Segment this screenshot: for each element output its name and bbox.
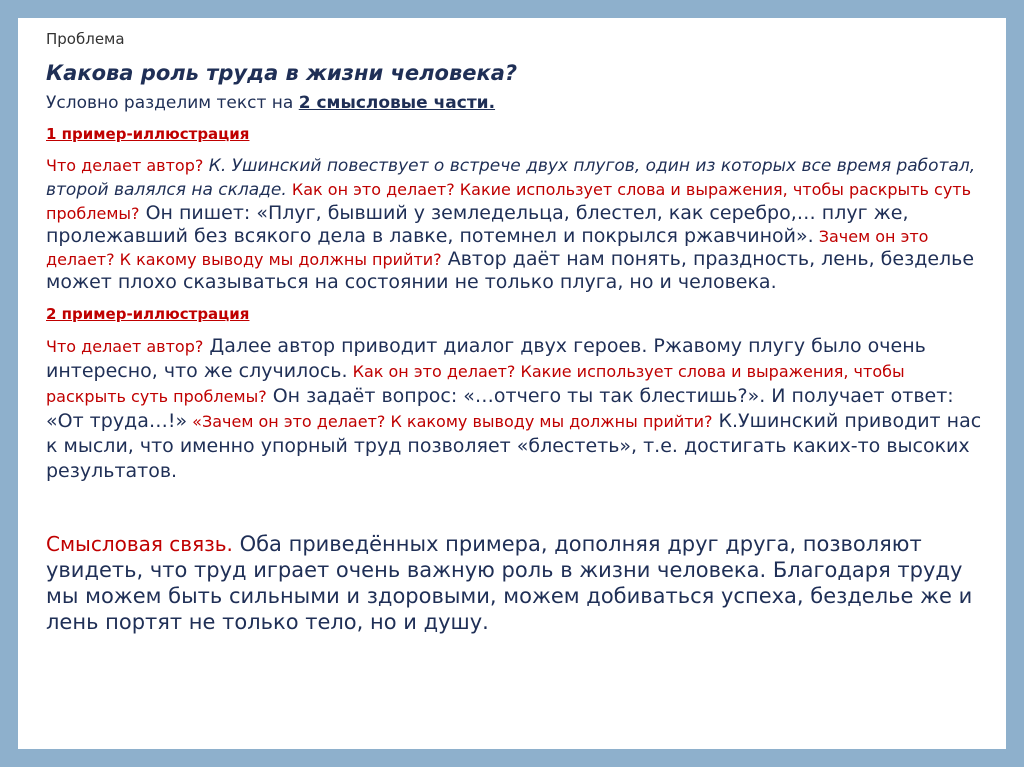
example1-answer-2: Он пишет: «Плуг, бывший у земледельца, блестел, как серебро,… плуг же, пролежавший без всякого дела в лавке, потемнел и покрылся ржавчиной». <box>46 202 909 247</box>
example1-heading: 1 пример-иллюстрация <box>46 125 250 143</box>
example1-question-1: Что делает автор? <box>46 156 204 175</box>
example2-answer-3: К.Ушинский приводит нас к мысли, что именно упорный труд позволяет «блестеть», т.е. достигать каких-то высоких результатов. <box>46 410 982 482</box>
intro-text: Условно разделим текст на <box>46 93 299 113</box>
connection-paragraph <box>46 532 984 636</box>
example2-answer-1: Далее автор приводит диалог двух героев. Ржавому плугу было очень интересно, что же случилось. <box>46 335 926 382</box>
example2-question-2: Как он это делает? Какие использует слова и выражения, чтобы раскрыть суть проблемы? <box>46 362 905 406</box>
example1-question-2: Как он это делает? Какие использует слова и выражения, чтобы раскрыть суть проблемы? <box>46 180 972 223</box>
example2-paragraph <box>46 334 984 484</box>
connection-label: Смысловая связь. <box>46 532 233 556</box>
example2-question-1: Что делает автор? <box>46 337 204 356</box>
connection-text: Оба приведённых примера, дополняя друг друга, позволяют увидеть, что труд играет очень важную роль в жизни человека. Благодаря труду мы можем быть сильными и здоровыми, можем добиваться успеха, безделье же и лень портят не только тело, но и душу. <box>46 532 973 634</box>
example1-answer-1: К. Ушинский повествует о встрече двух плугов, один из которых все время работал, второй валялся на складе. <box>46 156 976 200</box>
problem-question: Какова роль труда в жизни человека? <box>46 61 518 85</box>
example1-answer-3: Автор даёт нам понять, праздность, лень, безделье может плохо сказываться на состоянии не только плуга, но и человека. <box>46 248 975 293</box>
example1-paragraph <box>46 154 984 294</box>
example2-question-3: «Зачем он это делает? К какому выводу мы должны прийти? <box>187 412 713 431</box>
intro-bold: 2 смысловые части. <box>298 93 496 113</box>
example2-heading: 2 пример-иллюстрация <box>46 305 250 323</box>
example2-answer-2: Он задаёт вопрос: «…отчего ты так блестишь?». И получает ответ: «От труда…!» <box>46 385 954 432</box>
intro-line <box>46 92 984 114</box>
slide-label: Проблема <box>46 30 125 48</box>
example1-question-3: Зачем он это делает? К какому выводу мы должны прийти? <box>46 227 929 269</box>
slide <box>18 18 1006 749</box>
